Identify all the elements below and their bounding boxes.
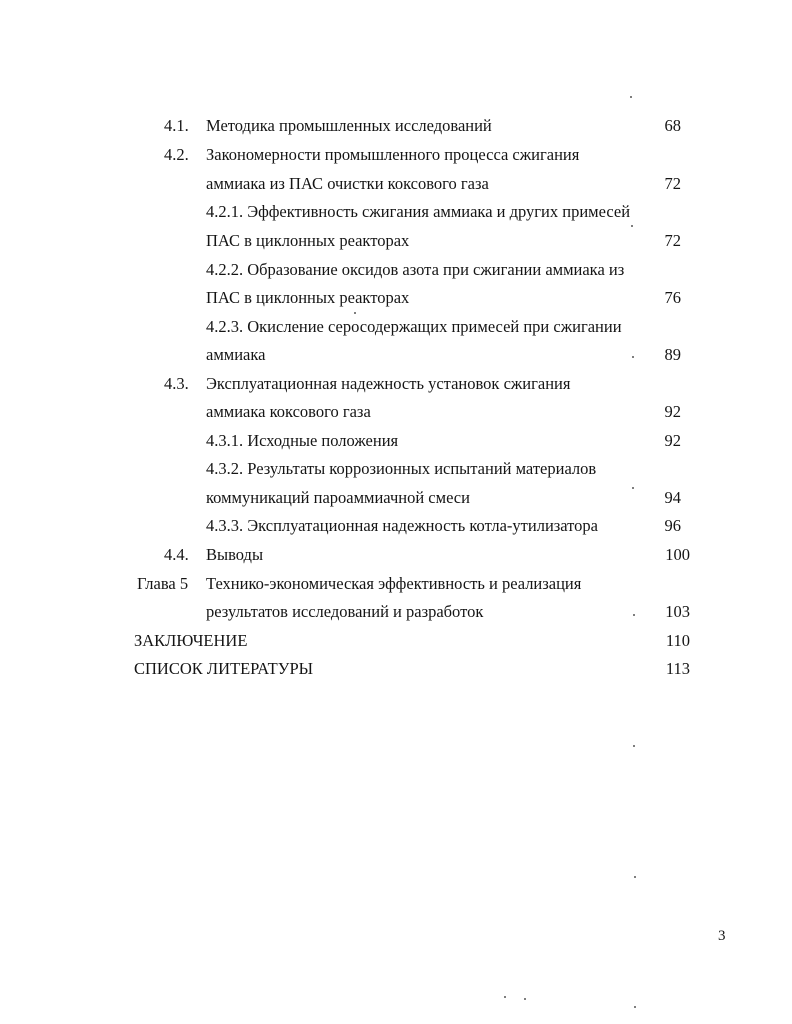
- toc-title-chapter-5-line1: Технико-экономическая эффективность и реализация: [206, 574, 582, 593]
- scan-speck: [524, 998, 526, 1000]
- scan-speck: [634, 1006, 636, 1008]
- toc-page-conclusion: 110: [665, 631, 690, 650]
- scan-speck: [633, 614, 635, 616]
- toc-title-4-2-line2: аммиака из ПАС очистки коксового газа: [206, 174, 489, 193]
- toc-title-4-3-1: 4.3.1. Исходные положения: [206, 431, 399, 450]
- toc-title-4-2-line1: Закономерности промышленного процесса сжигания: [206, 145, 580, 164]
- toc-page-4-2-3: 89: [664, 345, 681, 364]
- toc-title-chapter-5-line2: результатов исследований и разработок: [206, 602, 484, 621]
- toc-num-4-3: 4.3.: [164, 374, 189, 393]
- toc-title-4-4: Выводы: [206, 545, 264, 564]
- toc-page-4-3-3: 96: [664, 516, 681, 535]
- toc-page-4-3: 92: [664, 402, 681, 421]
- toc-title-4-2-1-line1: 4.2.1. Эффективность сжигания аммиака и других примесей: [206, 202, 631, 221]
- page-number: 3: [718, 928, 726, 944]
- toc-page-4-4: 100: [665, 545, 690, 564]
- toc-page-references: 113: [665, 659, 690, 678]
- scan-speck: [630, 96, 632, 98]
- scan-speck: [633, 745, 635, 747]
- toc-title-4-3-3: 4.3.3. Эксплуатационная надежность котла-утилизатора: [206, 516, 599, 535]
- toc-page-4-2-2: 76: [664, 288, 681, 307]
- toc-page-chapter-5: 103: [665, 602, 690, 621]
- toc-title-4-3-line2: аммиака коксового газа: [206, 402, 371, 421]
- toc-title-4-3-2-line1: 4.3.2. Результаты коррозионных испытаний материалов: [206, 459, 597, 478]
- scan-speck: [631, 225, 633, 227]
- toc-title-4-2-1-line2: ПАС в циклонных реакторах: [206, 231, 410, 250]
- scan-speck: [634, 876, 636, 878]
- toc-num-chapter-5: Глава 5: [137, 574, 189, 593]
- toc-title-references: СПИСОК ЛИТЕРАТУРЫ: [134, 659, 314, 678]
- toc-title-4-3-line1: Эксплуатационная надежность установок сжигания: [206, 374, 571, 393]
- scan-speck: [632, 487, 634, 489]
- scan-speck: [354, 312, 356, 314]
- scan-speck: [504, 996, 506, 998]
- toc-title-4-2-2-line2: ПАС в циклонных реакторах: [206, 288, 410, 307]
- toc-title-4-2-3-line1: 4.2.3. Окисление серосодержащих примесей при сжигании: [206, 317, 622, 336]
- toc-page-4-2: 72: [664, 174, 681, 193]
- toc-num-4-1: 4.1.: [164, 116, 189, 135]
- toc-title-4-2-3-line2: аммиака: [206, 345, 266, 364]
- toc-title-4-2-2-line1: 4.2.2. Образование оксидов азота при сжигании аммиака из: [206, 260, 625, 279]
- toc-page-4-3-2: 94: [664, 488, 681, 507]
- toc-num-4-4: 4.4.: [164, 545, 189, 564]
- toc-title-4-3-2-line2: коммуникаций пароаммиачной смеси: [206, 488, 470, 507]
- toc-page-4-1: 68: [664, 116, 681, 135]
- scan-speck: [632, 356, 634, 358]
- toc-title-4-1: Методика промышленных исследований: [206, 116, 492, 135]
- toc-page-4-2-1: 72: [664, 231, 681, 250]
- toc-page-4-3-1: 92: [664, 431, 681, 450]
- toc-num-4-2: 4.2.: [164, 145, 189, 164]
- toc-title-conclusion: ЗАКЛЮЧЕНИЕ: [134, 631, 248, 650]
